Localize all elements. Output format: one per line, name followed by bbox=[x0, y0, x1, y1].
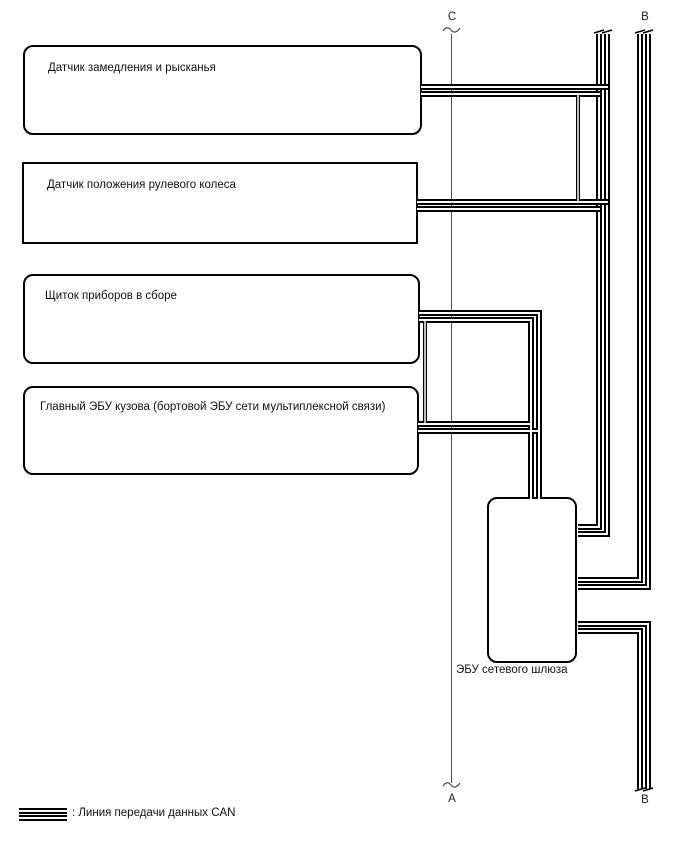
can-stub-core bbox=[417, 87, 608, 499]
legend-text: : Линия передачи данных CAN bbox=[72, 807, 236, 819]
line-end-caps bbox=[594, 30, 653, 791]
gateway-ecu-label: ЭБУ сетевого шлюза bbox=[456, 664, 568, 676]
node-label: Главный ЭБУ кузова (бортовой ЭБУ сети мультиплексной связи) bbox=[40, 401, 386, 413]
can-stub-black bbox=[417, 87, 610, 499]
marker-a: A bbox=[448, 793, 456, 805]
node-steering-angle-sensor bbox=[22, 162, 418, 244]
marker-b-top: B bbox=[641, 11, 649, 23]
node-label: Датчик замедления и рысканья bbox=[48, 62, 216, 74]
line-break-mark bbox=[443, 28, 460, 32]
branch-link-core bbox=[425, 95, 578, 424]
line-break-mark bbox=[443, 783, 460, 787]
branch-link-black bbox=[425, 96, 578, 423]
marker-c: C bbox=[447, 11, 457, 23]
node-main-body-ecu bbox=[23, 386, 419, 475]
node-gateway-ecu bbox=[487, 497, 577, 663]
can-bus-trunk-black bbox=[578, 34, 648, 789]
can-data-line-symbol bbox=[19, 811, 67, 818]
node-combination-meter bbox=[23, 274, 420, 364]
node-label: Щиток приборов в сборе bbox=[45, 290, 177, 302]
marker-b-bottom: B bbox=[641, 794, 649, 806]
can-bus-trunk-core bbox=[578, 34, 648, 789]
node-label: Датчик положения рулевого колеса bbox=[47, 179, 236, 191]
node-yaw-rate-sensor bbox=[23, 45, 422, 135]
